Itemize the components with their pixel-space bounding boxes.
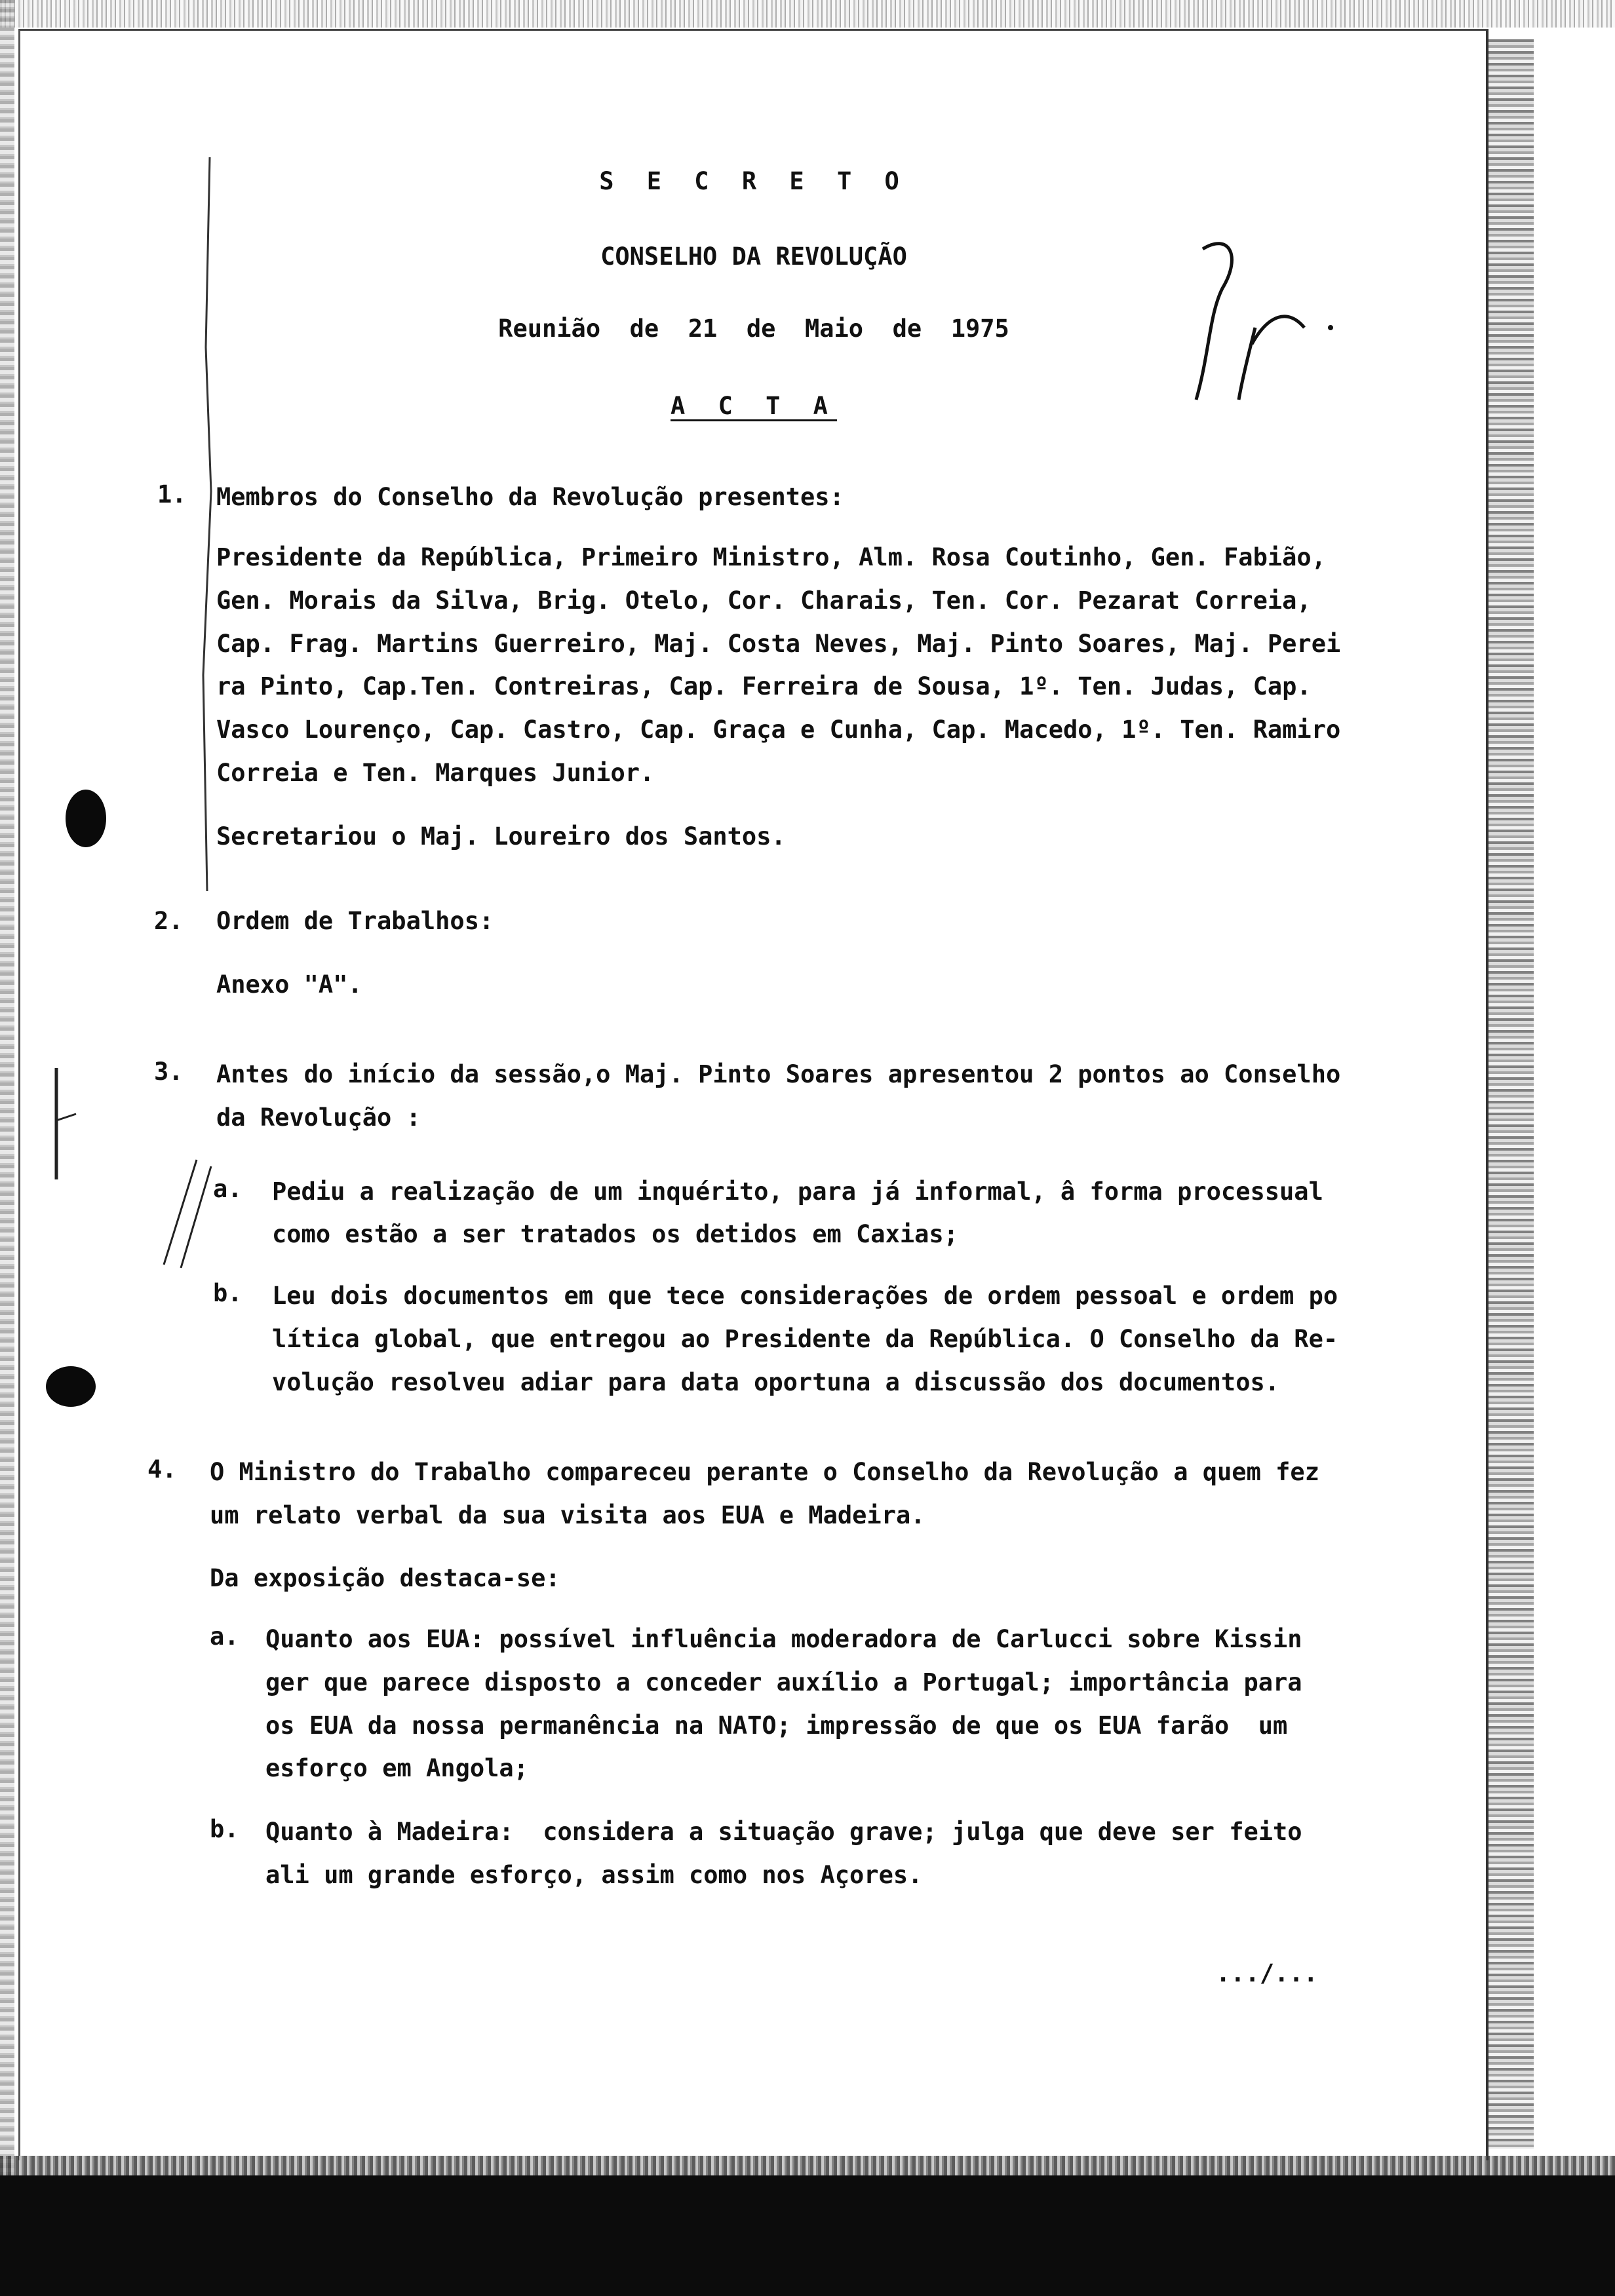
body-line: Gen. Morais da Silva, Brig. Otelo, Cor. Charais, Ten. Cor. Pezarat Correia, bbox=[216, 586, 1312, 615]
body-line: ger que parece disposto a conceder auxílio a Portugal; importância para bbox=[265, 1668, 1302, 1696]
margin-double-slash-mark bbox=[157, 1153, 216, 1271]
body-line: lítica global, que entregou ao Presidente da República. O Conselho da Re- bbox=[272, 1325, 1338, 1353]
body-line: um relato verbal da sua visita aos EUA e Madeira. bbox=[210, 1501, 925, 1529]
secretary-note: Secretariou o Maj. Loureiro dos Santos. bbox=[216, 822, 786, 851]
section-number: 4. bbox=[147, 1455, 177, 1483]
body-line: ra Pinto, Cap.Ten. Contreiras, Cap. Ferreira de Sousa, 1º. Ten. Judas, Cap. bbox=[216, 672, 1312, 700]
item-letter: b. bbox=[210, 1815, 239, 1843]
continuation-mark: .../... bbox=[1216, 1959, 1318, 1987]
section-number: 2. bbox=[154, 907, 184, 935]
body-line: Quanto à Madeira: considera a situação grave; julga que deve ser feito bbox=[265, 1818, 1302, 1846]
body-line: Correia e Ten. Marques Junior. bbox=[216, 759, 655, 787]
item-letter: b. bbox=[213, 1279, 243, 1307]
body-line: da Revolução : bbox=[216, 1103, 421, 1132]
section-number: 1. bbox=[157, 480, 187, 508]
scan-edge-bottom bbox=[0, 2175, 1615, 2296]
body-line: Presidente da República, Primeiro Ministro, Alm. Rosa Coutinho, Gen. Fabião, bbox=[216, 543, 1326, 571]
punch-hole-mark bbox=[66, 790, 106, 847]
body-line: os EUA da nossa permanência na NATO; impressão de que os EUA farão um bbox=[265, 1712, 1288, 1740]
item-letter: a. bbox=[210, 1622, 239, 1651]
body-line: esforço em Angola; bbox=[265, 1754, 528, 1782]
section-number: 3. bbox=[154, 1058, 184, 1086]
scan-edge-bottom-strip bbox=[0, 2156, 1615, 2178]
body-line: O Ministro do Trabalho compareceu perante o Conselho da Revolução a quem fez bbox=[210, 1458, 1319, 1486]
scan-edge-top bbox=[0, 0, 1615, 28]
body-line: Pediu a realização de um inquérito, para já informal, â forma processual bbox=[272, 1177, 1323, 1206]
scan-edge-right bbox=[1488, 39, 1534, 2149]
body-line: ali um grande esforço, assim como nos Açores. bbox=[265, 1861, 923, 1889]
item-letter: a. bbox=[213, 1175, 243, 1203]
body-line: Antes do início da sessão,o Maj. Pinto Soares apresentou 2 pontos ao Conselho bbox=[216, 1060, 1341, 1088]
document-type-title: A C T A bbox=[671, 392, 837, 420]
margin-bracket-mark bbox=[50, 1062, 89, 1186]
body-line: volução resolveu adiar para data oportuna a discussão dos documentos. bbox=[272, 1368, 1280, 1396]
classification-heading: S E C R E T O bbox=[599, 167, 908, 195]
body-line: Quanto aos EUA: possível influência moderadora de Carlucci sobre Kissin bbox=[265, 1625, 1302, 1653]
body-line: Cap. Frag. Martins Guerreiro, Maj. Costa Neves, Maj. Pinto Soares, Maj. Perei bbox=[216, 630, 1341, 658]
body-line: Vasco Lourenço, Cap. Castro, Cap. Graça e Cunha, Cap. Macedo, 1º. Ten. Ramiro bbox=[216, 716, 1341, 744]
section-title: Ordem de Trabalhos: bbox=[216, 907, 494, 935]
punch-hole-mark bbox=[46, 1366, 96, 1407]
section-title: Membros do Conselho da Revolução presentes: bbox=[216, 483, 844, 511]
meeting-date: Reunião de 21 de Maio de 1975 bbox=[498, 315, 1009, 343]
exposition-intro: Da exposição destaca-se: bbox=[210, 1564, 560, 1592]
body-line: Leu dois documentos em que tece considerações de ordem pessoal e ordem po bbox=[272, 1282, 1338, 1310]
body-line: como estão a ser tratados os detidos em Caxias; bbox=[272, 1220, 958, 1248]
council-name: CONSELHO DA REVOLUÇÃO bbox=[600, 242, 907, 271]
annex-reference: Anexo "A". bbox=[216, 970, 362, 999]
